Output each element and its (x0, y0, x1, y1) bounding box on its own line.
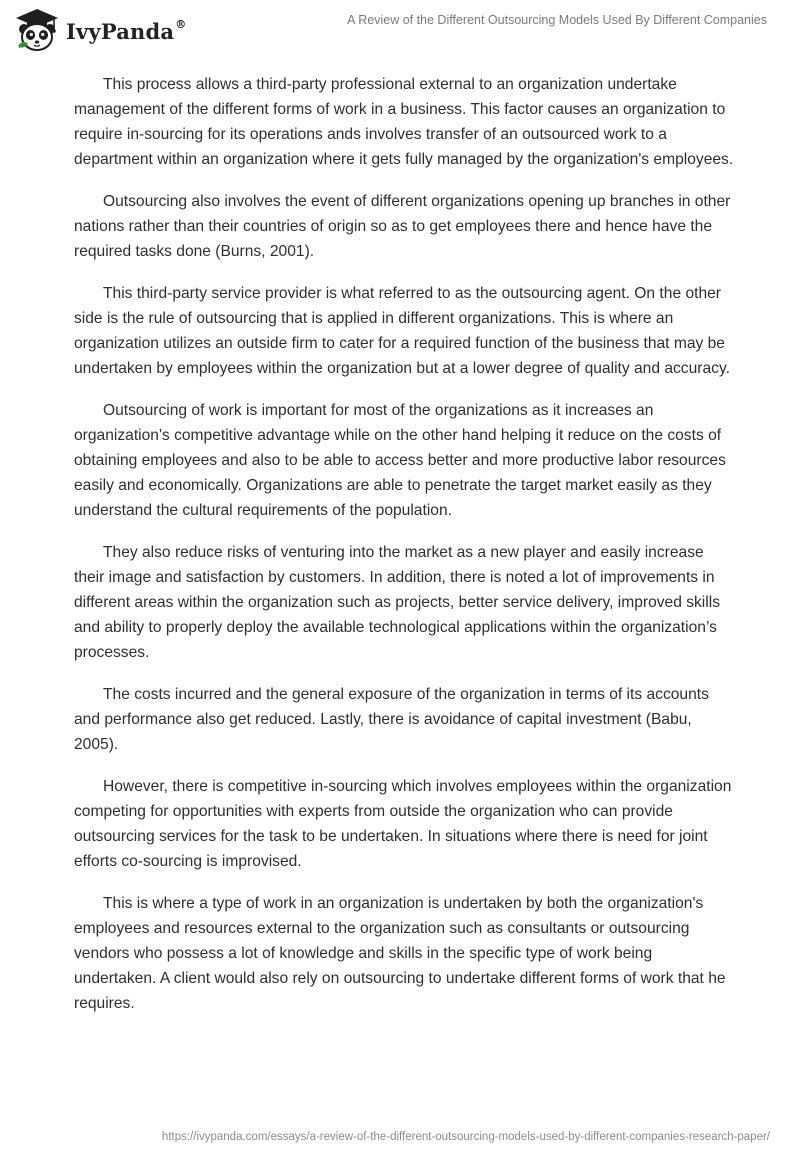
paragraph: They also reduce risks of venturing into the market as a new player and easily increase their image and satisfaction by customers. In addition, there is noted a lot of improvements in different areas within the organization such as projects, better service delivery, improved skills and ability to properly deploy the available technological applications within the organization’s processes. (74, 544, 720, 661)
paragraph: This third-party service provider is what referred to as the outsourcing agent. On the other side is the rule of outsourcing that is applied in different organizations. This is where an organization utilizes an outside firm to cater for a required function of the business that may be undertaken by employees within the organization but at a lower degree of quality and accuracy. (74, 285, 730, 377)
paragraph: Outsourcing also involves the event of different organizations opening up branches in other nations rather than their countries of origin so as to get employees there and hence have the required tasks done (Burns, 2001). (74, 193, 731, 260)
paragraph: However, there is competitive in-sourcing which involves employees within the organization competing for opportunities with experts from outside the organization who can provide outsourcing services for the task to be undertaken. In situations where there is need for joint efforts co-sourcing is improvised. (74, 778, 732, 870)
registered-mark: ® (175, 17, 187, 31)
essay-body (74, 72, 734, 1033)
panda-graduate-icon (14, 8, 60, 52)
ivypanda-logo[interactable] (14, 8, 186, 52)
source-url[interactable]: https://ivypanda.com/essays/a-review-of-the-different-outsourcing-models-used-by-different-companies-research-paper/ (161, 1131, 770, 1143)
document-title: A Review of the Different Outsourcing Models Used By Different Companies (347, 13, 767, 27)
brand-name: IvyPanda® (66, 17, 187, 44)
paragraph: This process allows a third-party professional external to an organization undertake management of the different forms of work in a business. This factor causes an organization to require in-sourcing for its operations ands involves transfer of an outsourced work to a department within an organization where it gets fully managed by the organization's employees. (74, 76, 734, 168)
paragraph: The costs incurred and the general exposure of the organization in terms of its accounts and performance also get reduced. Lastly, there is avoidance of capital investment (Babu, 2005). (74, 686, 709, 753)
page-header (0, 0, 800, 60)
paragraph: Outsourcing of work is important for most of the organizations as it increases an organization's competitive advantage while on the other hand helping it reduce on the costs of obtaining employees and also to be able to access better and more productive labor resources easily and economically. Organizations are able to penetrate the target market easily as they understand the cultural requirements of the population. (74, 402, 726, 519)
paragraph: This is where a type of work in an organization is undertaken by both the organization's employees and resources external to the organization such as consultants or outsourcing vendors who possess a lot of knowledge and skills in the specific type of work being undertaken. A client would also rely on outsourcing to undertake different forms of work that he requires. (74, 895, 726, 1012)
